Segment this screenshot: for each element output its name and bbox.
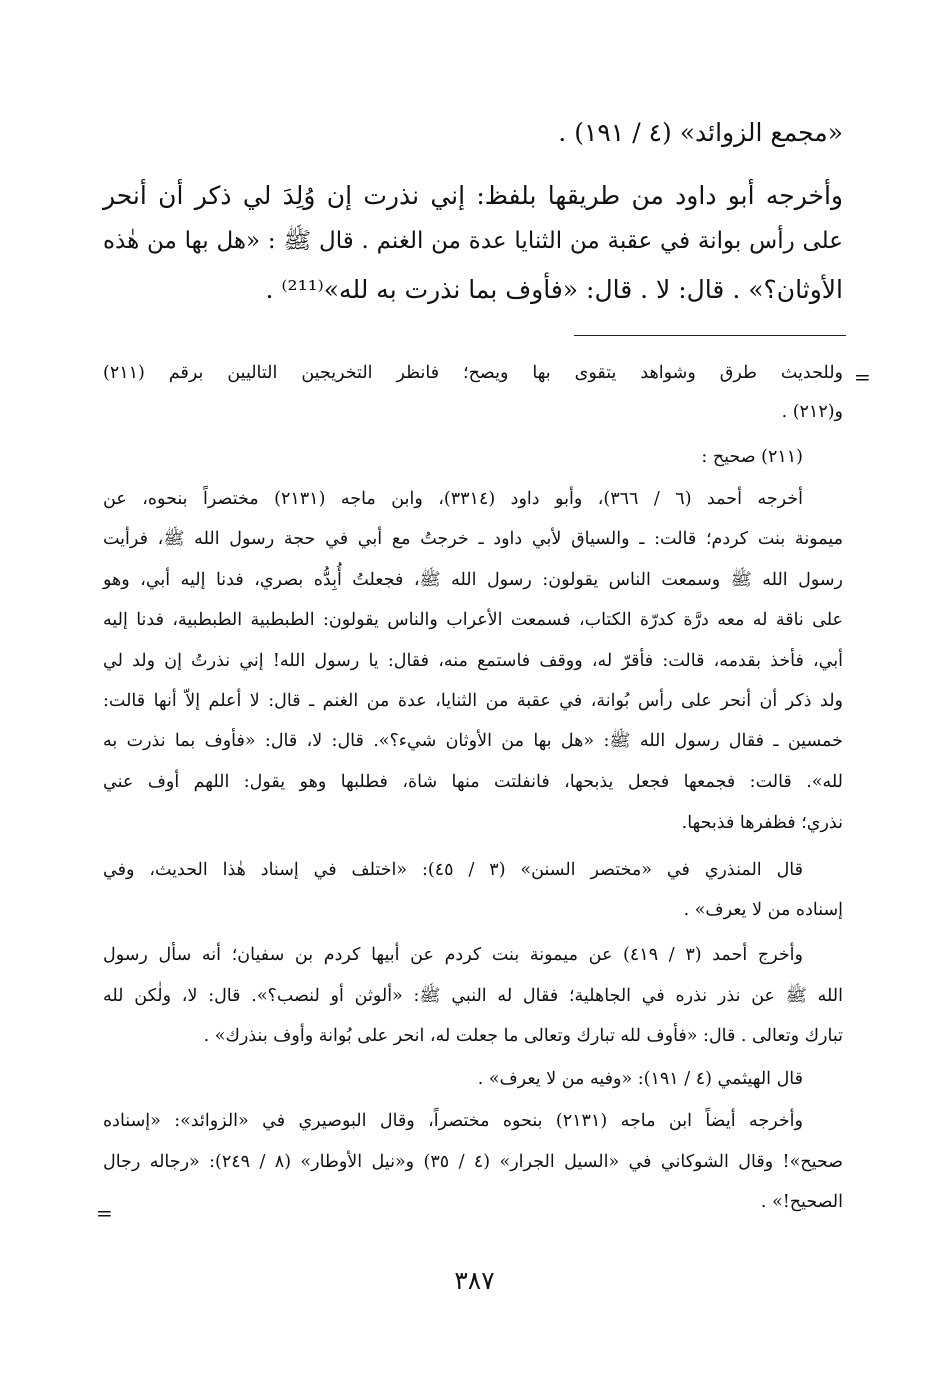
- footnote-line: على ناقة له معه درَّة كدرّة الكتاب، فسمعت الأعراب والناس يقولون: الطبطبية الطبطبية، فدنا إليه: [103, 610, 843, 630]
- footnote-line: الله ﷺ عن نذر نذره في الجاهلية؛ فقال له النبي ﷺ: «ألوثن أو لنصب؟». قال: لا، ولٰكن لله: [103, 986, 843, 1006]
- footnote-line: قال المنذري في «مختصر السنن» (٣ / ٤٥): «اختلف في إسناد هٰذا الحديث، وفي: [103, 860, 803, 880]
- footnote-heading: (٢١١) صحيح :: [701, 447, 803, 467]
- footnote-divider: [574, 335, 846, 336]
- main-text-line-4: الأوثان؟» . قال: لا . قال: «فأوف بما نذرت به لله»⁽²¹¹⁾ .: [265, 275, 843, 304]
- footnote-line: رسول الله ﷺ وسمعت الناس يقولون: رسول الله ﷺ، فجعلتُ أُبِدُّه بصري، فدنا إليه أبي، وهو: [103, 570, 843, 590]
- footnote-line: خمسين ـ فقال رسول الله ﷺ: «هل بها من الأوثان شيء؟». قال: لا، قال: «فأوف بما نذرت به: [103, 731, 843, 751]
- footnote-line: لله». قالت: فجمعها فجعل يذبحها، فانفلتت منها شاة، فطلبها وهو يقول: اللهم أوف عني: [103, 772, 843, 792]
- footnote-line: الصحيح!» .: [760, 1192, 843, 1212]
- footnote-line: أخرجه أحمد (٦ / ٣٦٦)، وأبو داود (٣٣١٤)، وابن ماجه (٢١٣١) مختصراً بنحوه، عن: [103, 489, 803, 509]
- footnote-line: ولد ذكر أن أنحر على رأس بُوانة، في عقبة من الثنايا، عدة من الغنم ـ قال: لا أعلم إلاّ أنها قالت:: [103, 691, 843, 711]
- footnote-line: إسناده من لا يعرف» .: [683, 900, 843, 920]
- footnote-line: قال الهيثمي (٤ / ١٩١): «وفيه من لا يعرف» .: [477, 1069, 803, 1089]
- footnote-line: وللحديث طرق وشواهد يتقوى بها ويصح؛ فانظر التخريجين التاليين برقم (٢١١): [103, 363, 843, 383]
- footnote-line: وأخرج أحمد (٣ / ٤١٩) عن ميمونة بنت كردم عن أبيها كردم بن سفيان؛ أنه سأل رسول: [103, 945, 803, 965]
- footnote-line: صحيح»! وقال الشوكاني في «السيل الجرار» (٤ / ٣٥) و«نيل الأوطار» (٨ / ٢٤٩): «رجاله رجال: [103, 1152, 844, 1172]
- footnote-line: أبي، فأخذ بقدمه، قالت: فأقرّ له، ووقف فاستمع منه، فقال: يا رسول الله! إني نذرتُ إن ولد لي: [103, 651, 843, 671]
- page-number: ٣٨٧: [454, 1266, 495, 1295]
- main-text-line-3: على رأس بوانة في عقبة من الثنايا عدة من الغنم . قال ﷺ : «هل بها من هٰذه: [103, 228, 843, 254]
- main-text-line-2: وأخرجه أبو داود من طريقها بلفظ: إني نذرت إن وُلِدَ لي ذكر أن أنحر: [103, 181, 843, 210]
- continuation-mark-top: =: [854, 365, 871, 389]
- main-text-line-1: «مجمع الزوائد» (٤ / ١٩١) .: [558, 118, 843, 147]
- footnote-line: وأخرجه أيضاً ابن ماجه (٢١٣١) بنحوه مختصراً، وقال البوصيري في «الزوائد»: «إسناده: [103, 1111, 803, 1131]
- footnote-line: ميمونة بنت كردم؛ قالت: ـ والسياق لأبي داود ـ خرجتُ مع أبي في حجة رسول الله ﷺ، فرأيت: [103, 529, 843, 549]
- footnote-line: و(٢١٢) .: [781, 402, 843, 422]
- footnote-line: نذري؛ فظفرها فذبحها.: [681, 813, 843, 833]
- footnote-line: تبارك وتعالى . قال: «فأوف لله تبارك وتعالى ما جعلت له، انحر على بُوانة وأوف بنذرك» .: [203, 1026, 843, 1046]
- continuation-mark-bottom: =: [96, 1201, 113, 1225]
